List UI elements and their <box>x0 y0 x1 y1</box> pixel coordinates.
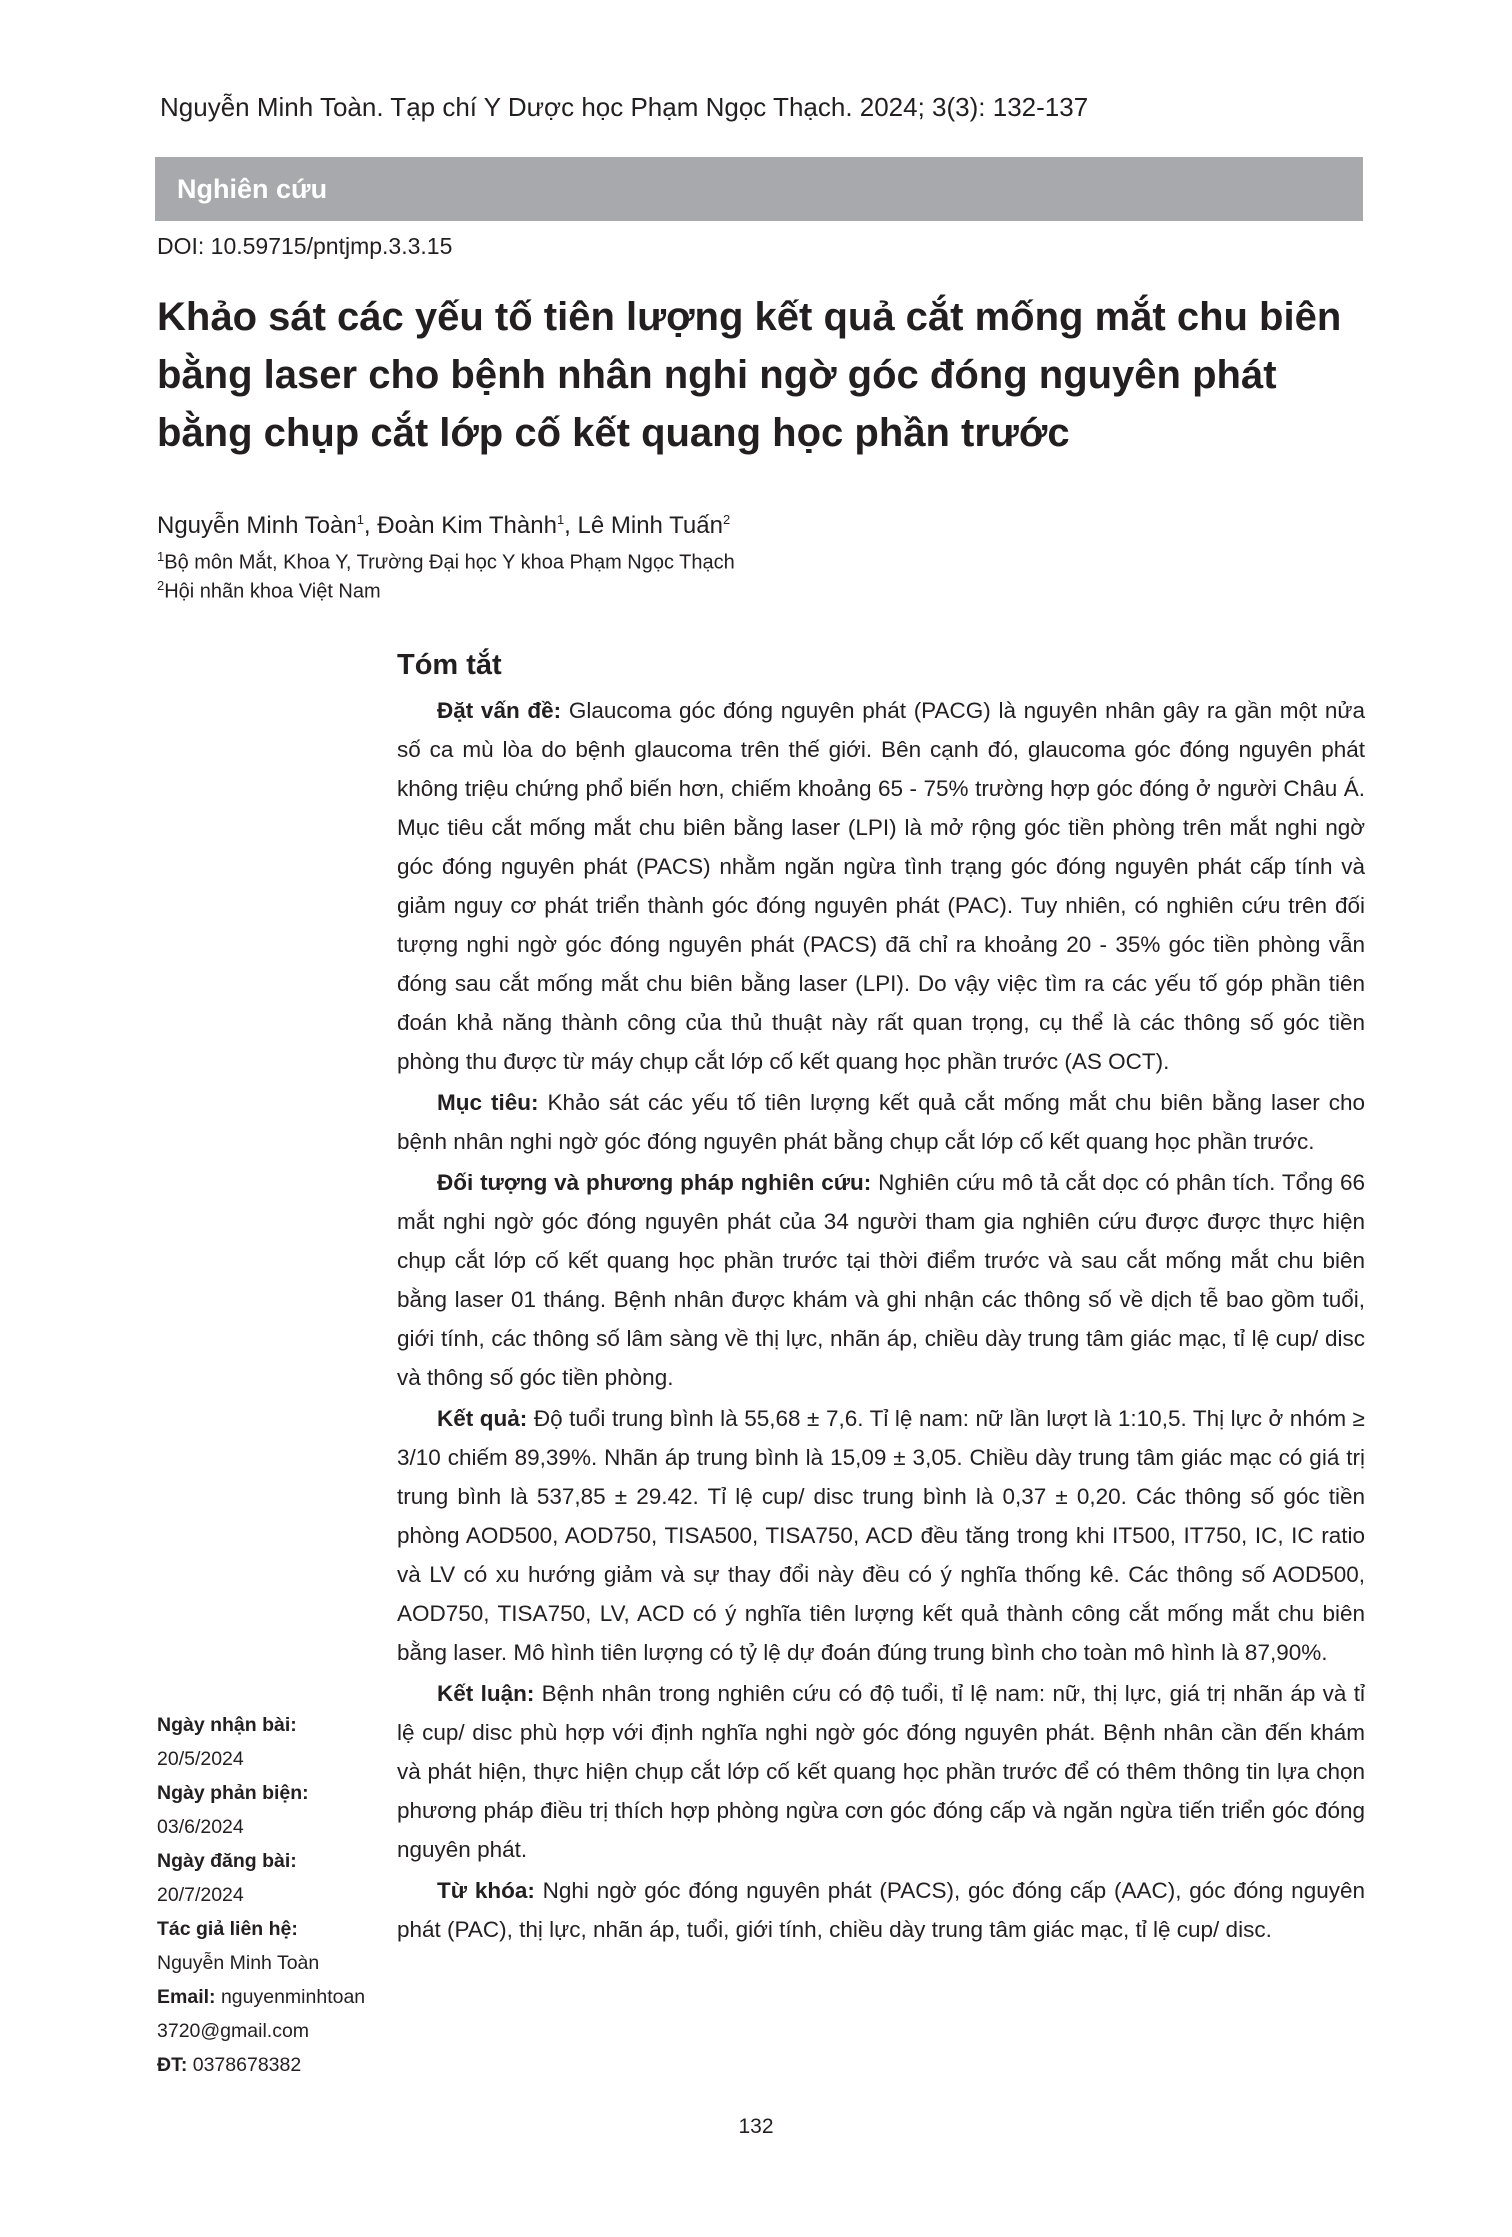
published-date: 20/7/2024 <box>157 1884 244 1906</box>
affiliation-sup: 1 <box>157 549 165 564</box>
review-label: Ngày phản biện: <box>157 1782 309 1804</box>
abstract-paragraph <box>397 1674 1365 1869</box>
abstract-label: Kết quả: <box>437 1406 528 1431</box>
affiliation-text: Bộ môn Mắt, Khoa Y, Trường Đại học Y khoa Phạm Ngọc Thạch <box>164 551 735 574</box>
abstract-text: Độ tuổi trung bình là 55,68 ± 7,6. Tỉ lệ nam: nữ lần lượt là 1:10,5. Thị lực ở nhóm ≥ 3/10 chiếm 89,39%. Nhãn áp trung bình là 15,09 ± 3,05. Chiều dày trung tâm giác mạc có giá trị trung bình là 537,85 ± 29.42. Tỉ lệ cup/ disc trung bình là 0,37 ± 0,20. Các thông số góc tiền phòng AOD500, AOD750, TISA500, TISA750, ACD đều tăng trong khi IT500, IT750, IC, IC ratio và LV có xu hướng giảm và sự thay đổi này đều có ý nghĩa thống kê. Các thông số AOD500, AOD750, TISA750, LV, ACD có ý nghĩa tiên lượng kết quả thành công cắt mống mắt chu biên bằng laser. Mô hình tiên lượng có tỷ lệ dự đoán đúng trung bình cho toàn mô hình là 87,90%. <box>397 1406 1365 1665</box>
email-value-part2[interactable]: 3720@gmail.com <box>157 2020 310 2042</box>
affiliation-sup: 2 <box>157 578 165 593</box>
abstract-text: Bệnh nhân trong nghiên cứu có độ tuổi, tỉ lệ nam: nữ, thị lực, giá trị nhãn áp và tỉ lệ cup/ disc phù hợp với định nghĩa nghi ngờ góc đóng nguyên phát. Bệnh nhân cần đến khám và phát hiện, thực hiện chụp cắt lớp cố kết quang học phần trước để có thêm thông tin lựa chọn phương pháp điều trị thích hợp phòng ngừa cơn góc đóng cấp và ngăn ngừa tiến triển góc đóng nguyên phát. <box>397 1681 1365 1862</box>
received-date: 20/5/2024 <box>157 1748 244 1770</box>
author-name: Đoàn Kim Thành <box>377 512 557 539</box>
corresponding-author-name: Nguyễn Minh Toàn <box>157 1952 320 1974</box>
phone-value: 0378678382 <box>187 2054 302 2076</box>
doi-link[interactable]: DOI: 10.59715/pntjmp.3.3.15 <box>157 233 453 259</box>
abstract-label: Đặt vấn đề: <box>437 698 562 723</box>
author-name: Lê Minh Tuấn <box>577 512 723 539</box>
article-title: Khảo sát các yếu tố tiên lượng kết quả cắt mống mắt chu biên bằng laser cho bệnh nhân nghi ngờ góc đóng nguyên phát bằng chụp cắt lớp cố kết quang học phần trước <box>157 295 1342 455</box>
abstract-text: Glaucoma góc đóng nguyên phát (PACG) là nguyên nhân gây ra gần một nửa số ca mù lòa do bệnh glaucoma trên thế giới. Bên cạnh đó, glaucoma góc đóng nguyên phát không triệu chứng phổ biến hơn, chiếm khoảng 65 - 75% trường hợp góc đóng ở người Châu Á. Mục tiêu cắt mống mắt chu biên bằng laser (LPI) là mở rộng góc tiền phòng trên mắt nghi ngờ góc đóng nguyên phát (PACS) nhằm ngăn ngừa tình trạng góc đóng nguyên phát cấp tính và giảm nguy cơ phát triển thành góc đóng nguyên phát (PAC). Tuy nhiên, có nghiên cứu trên đối tượng nghi ngờ góc đóng nguyên phát (PACS) đã chỉ ra khoảng 20 - 35% góc tiền phòng vẫn đóng sau cắt mống mắt chu biên bằng laser (LPI). Do vậy việc tìm ra các yếu tố góp phần tiên đoán khả năng thành công của thủ thuật này rất quan trọng, cụ thể là các thông số góc tiền phòng thu được từ máy chụp cắt lớp cố kết quang học phần trước (AS OCT). <box>397 698 1366 1074</box>
abstract-heading: Tóm tắt <box>397 649 502 681</box>
received-label: Ngày nhận bài: <box>157 1714 297 1736</box>
abstract-paragraph <box>397 1871 1365 1949</box>
affiliation <box>157 578 381 604</box>
abstract-text: Nghi ngờ góc đóng nguyên phát (PACS), góc đóng cấp (AAC), góc đóng nguyên phát (PAC), thị lực, nhãn áp, tuổi, giới tính, chiều dày trung tâm giác mạc, tỉ lệ cup/ disc. <box>397 1878 1366 1942</box>
abstract-label: Mục tiêu: <box>437 1090 539 1115</box>
abstract-label: Từ khóa: <box>437 1878 535 1903</box>
abstract-label: Đối tượng và phương pháp nghiên cứu: <box>437 1170 872 1195</box>
abstract-text: Khảo sát các yếu tố tiên lượng kết quả cắt mống mắt chu biên bằng laser cho bệnh nhân nghi ngờ góc đóng nguyên phát bằng chụp cắt lớp cố kết quang học phần trước. <box>397 1090 1365 1154</box>
email-line <box>157 1980 397 2014</box>
corresponding-author-label: Tác giả liên hệ: <box>157 1918 298 1940</box>
abstract-paragraph <box>397 1083 1365 1161</box>
published-label: Ngày đăng bài: <box>157 1850 297 1872</box>
phone-label: ĐT: <box>157 2054 188 2076</box>
journal-citation: Nguyễn Minh Toàn. Tạp chí Y Dược học Phạm Ngọc Thạch. 2024; 3(3): 132-137 <box>160 92 1089 122</box>
abstract <box>397 645 1365 1951</box>
author-name: Nguyễn Minh Toàn <box>157 512 357 539</box>
abstract-label: Kết luận: <box>437 1681 535 1706</box>
author-sup: 2 <box>722 512 731 527</box>
author-sup: 1 <box>356 512 364 527</box>
author-separator: , <box>363 512 378 539</box>
phone-line <box>157 2048 397 2082</box>
section-banner <box>155 157 1363 221</box>
section-label: Nghiên cứu <box>177 174 328 204</box>
email-value-part1[interactable]: nguyenminhtoan <box>215 1986 366 2008</box>
page-number: 132 <box>738 2115 774 2138</box>
email-label: Email: <box>157 1986 216 2008</box>
author-list <box>157 512 730 540</box>
article-info-sidebar <box>157 1708 397 2082</box>
author-sup: 1 <box>556 512 565 527</box>
abstract-paragraph <box>397 1399 1365 1672</box>
affiliation-text: Hội nhãn khoa Việt Nam <box>164 580 381 603</box>
review-date: 03/6/2024 <box>157 1816 244 1838</box>
abstract-paragraph <box>397 691 1365 1081</box>
abstract-paragraph <box>397 1163 1365 1397</box>
affiliation <box>157 549 735 575</box>
author-separator: , <box>564 512 578 539</box>
abstract-text: Nghiên cứu mô tả cắt dọc có phân tích. Tổng 66 mắt nghi ngờ góc đóng nguyên phát của 34 người tham gia nghiên cứu được được thực hiện chụp cắt lớp cố kết quang học phần trước tại thời điểm trước và sau cắt mống mắt chu biên bằng laser 01 tháng. Bệnh nhân được khám và ghi nhận các thông số về dịch tễ bao gồm tuổi, giới tính, các thông số lâm sàng về thị lực, nhãn áp, chiều dày trung tâm giác mạc, tỉ lệ cup/ disc và thông số góc tiền phòng. <box>397 1170 1365 1390</box>
